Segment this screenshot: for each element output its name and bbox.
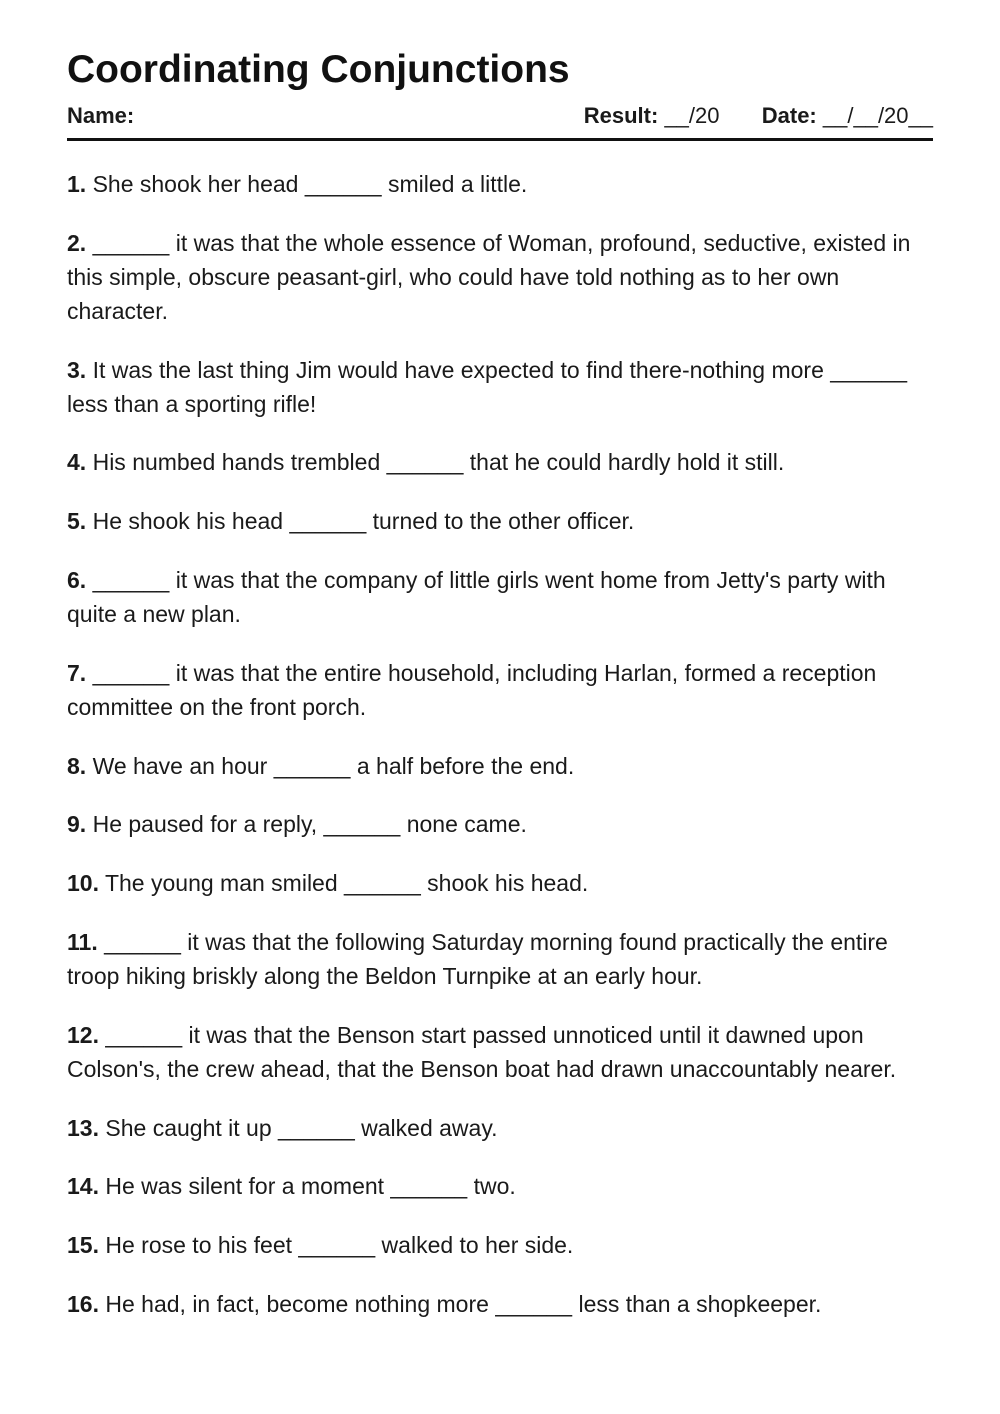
worksheet-title: Coordinating Conjunctions xyxy=(67,48,570,91)
question-item xyxy=(67,1287,933,1321)
question-item xyxy=(67,1018,933,1086)
question-text: ______ it was that the entire household, including Harlan, formed a reception committee on the front porch. xyxy=(67,659,877,720)
question-text: It was the last thing Jim would have expected to find there-nothing more ______ less than a sporting rifle! xyxy=(67,356,908,417)
question-list xyxy=(67,167,933,1346)
question-number: 3. xyxy=(67,356,87,383)
header-row xyxy=(67,100,933,132)
question-text: ______ it was that the company of little girls went home from Jetty's party with quite a new plan. xyxy=(67,566,886,627)
question-number: 13. xyxy=(67,1114,99,1141)
question-item xyxy=(67,807,933,841)
question-text: She shook her head ______ smiled a little. xyxy=(92,171,528,197)
question-number: 4. xyxy=(67,449,87,476)
question-number: 1. xyxy=(67,171,87,197)
question-text: ______ it was that the following Saturday morning found practically the entire troop hiking briskly along the Beldon Turnpike at an early hour. xyxy=(67,928,888,989)
question-text: He had, in fact, become nothing more ______ less than a shopkeeper. xyxy=(105,1290,822,1317)
question-number: 7. xyxy=(67,659,87,686)
question-item xyxy=(67,1111,933,1145)
question-number: 12. xyxy=(67,1021,99,1048)
question-number: 6. xyxy=(67,566,87,593)
question-item xyxy=(67,1228,933,1262)
question-item xyxy=(67,445,933,479)
question-item xyxy=(67,563,933,631)
question-item xyxy=(67,1169,933,1203)
question-text: The young man smiled ______ shook his head. xyxy=(104,870,589,897)
question-text: We have an hour ______ a half before the end. xyxy=(92,752,575,779)
question-text: He rose to his feet ______ walked to her side. xyxy=(105,1232,574,1259)
question-number: 10. xyxy=(67,870,99,897)
question-item xyxy=(67,167,933,201)
question-item xyxy=(67,749,933,783)
question-text: She caught it up ______ walked away. xyxy=(105,1114,498,1141)
question-number: 9. xyxy=(67,811,87,838)
question-item xyxy=(67,925,933,993)
question-item xyxy=(67,504,933,538)
question-item xyxy=(67,866,933,900)
date-value: __/__/20__ xyxy=(822,103,933,128)
name-label: Name: xyxy=(67,103,135,128)
header-divider xyxy=(67,138,933,141)
question-text: He paused for a reply, ______ none came. xyxy=(92,811,527,838)
question-number: 5. xyxy=(67,508,87,535)
question-text: He was silent for a moment ______ two. xyxy=(105,1173,516,1200)
result-date-group xyxy=(584,100,933,132)
question-number: 16. xyxy=(67,1290,99,1317)
question-number: 15. xyxy=(67,1232,99,1259)
date-label: Date: xyxy=(761,103,817,128)
question-item xyxy=(67,226,933,328)
result-value: __/20 xyxy=(664,103,720,128)
question-number: 14. xyxy=(67,1173,99,1200)
question-text: He shook his head ______ turned to the other officer. xyxy=(92,508,635,535)
question-item xyxy=(67,656,933,724)
question-number: 11. xyxy=(67,928,98,955)
question-item xyxy=(67,353,933,421)
question-text: His numbed hands trembled ______ that he could hardly hold it still. xyxy=(92,449,785,476)
question-number: 2. xyxy=(67,229,87,256)
question-number: 8. xyxy=(67,752,87,779)
question-text: ______ it was that the whole essence of Woman, profound, seductive, existed in this simple, obscure peasant-girl, who could have told nothing as to her own character. xyxy=(67,229,911,324)
question-text: ______ it was that the Benson start passed unnoticed until it dawned upon Colson's, the crew ahead, that the Benson boat had drawn unaccountably nearer. xyxy=(67,1021,897,1082)
result-label: Result: xyxy=(583,103,659,128)
